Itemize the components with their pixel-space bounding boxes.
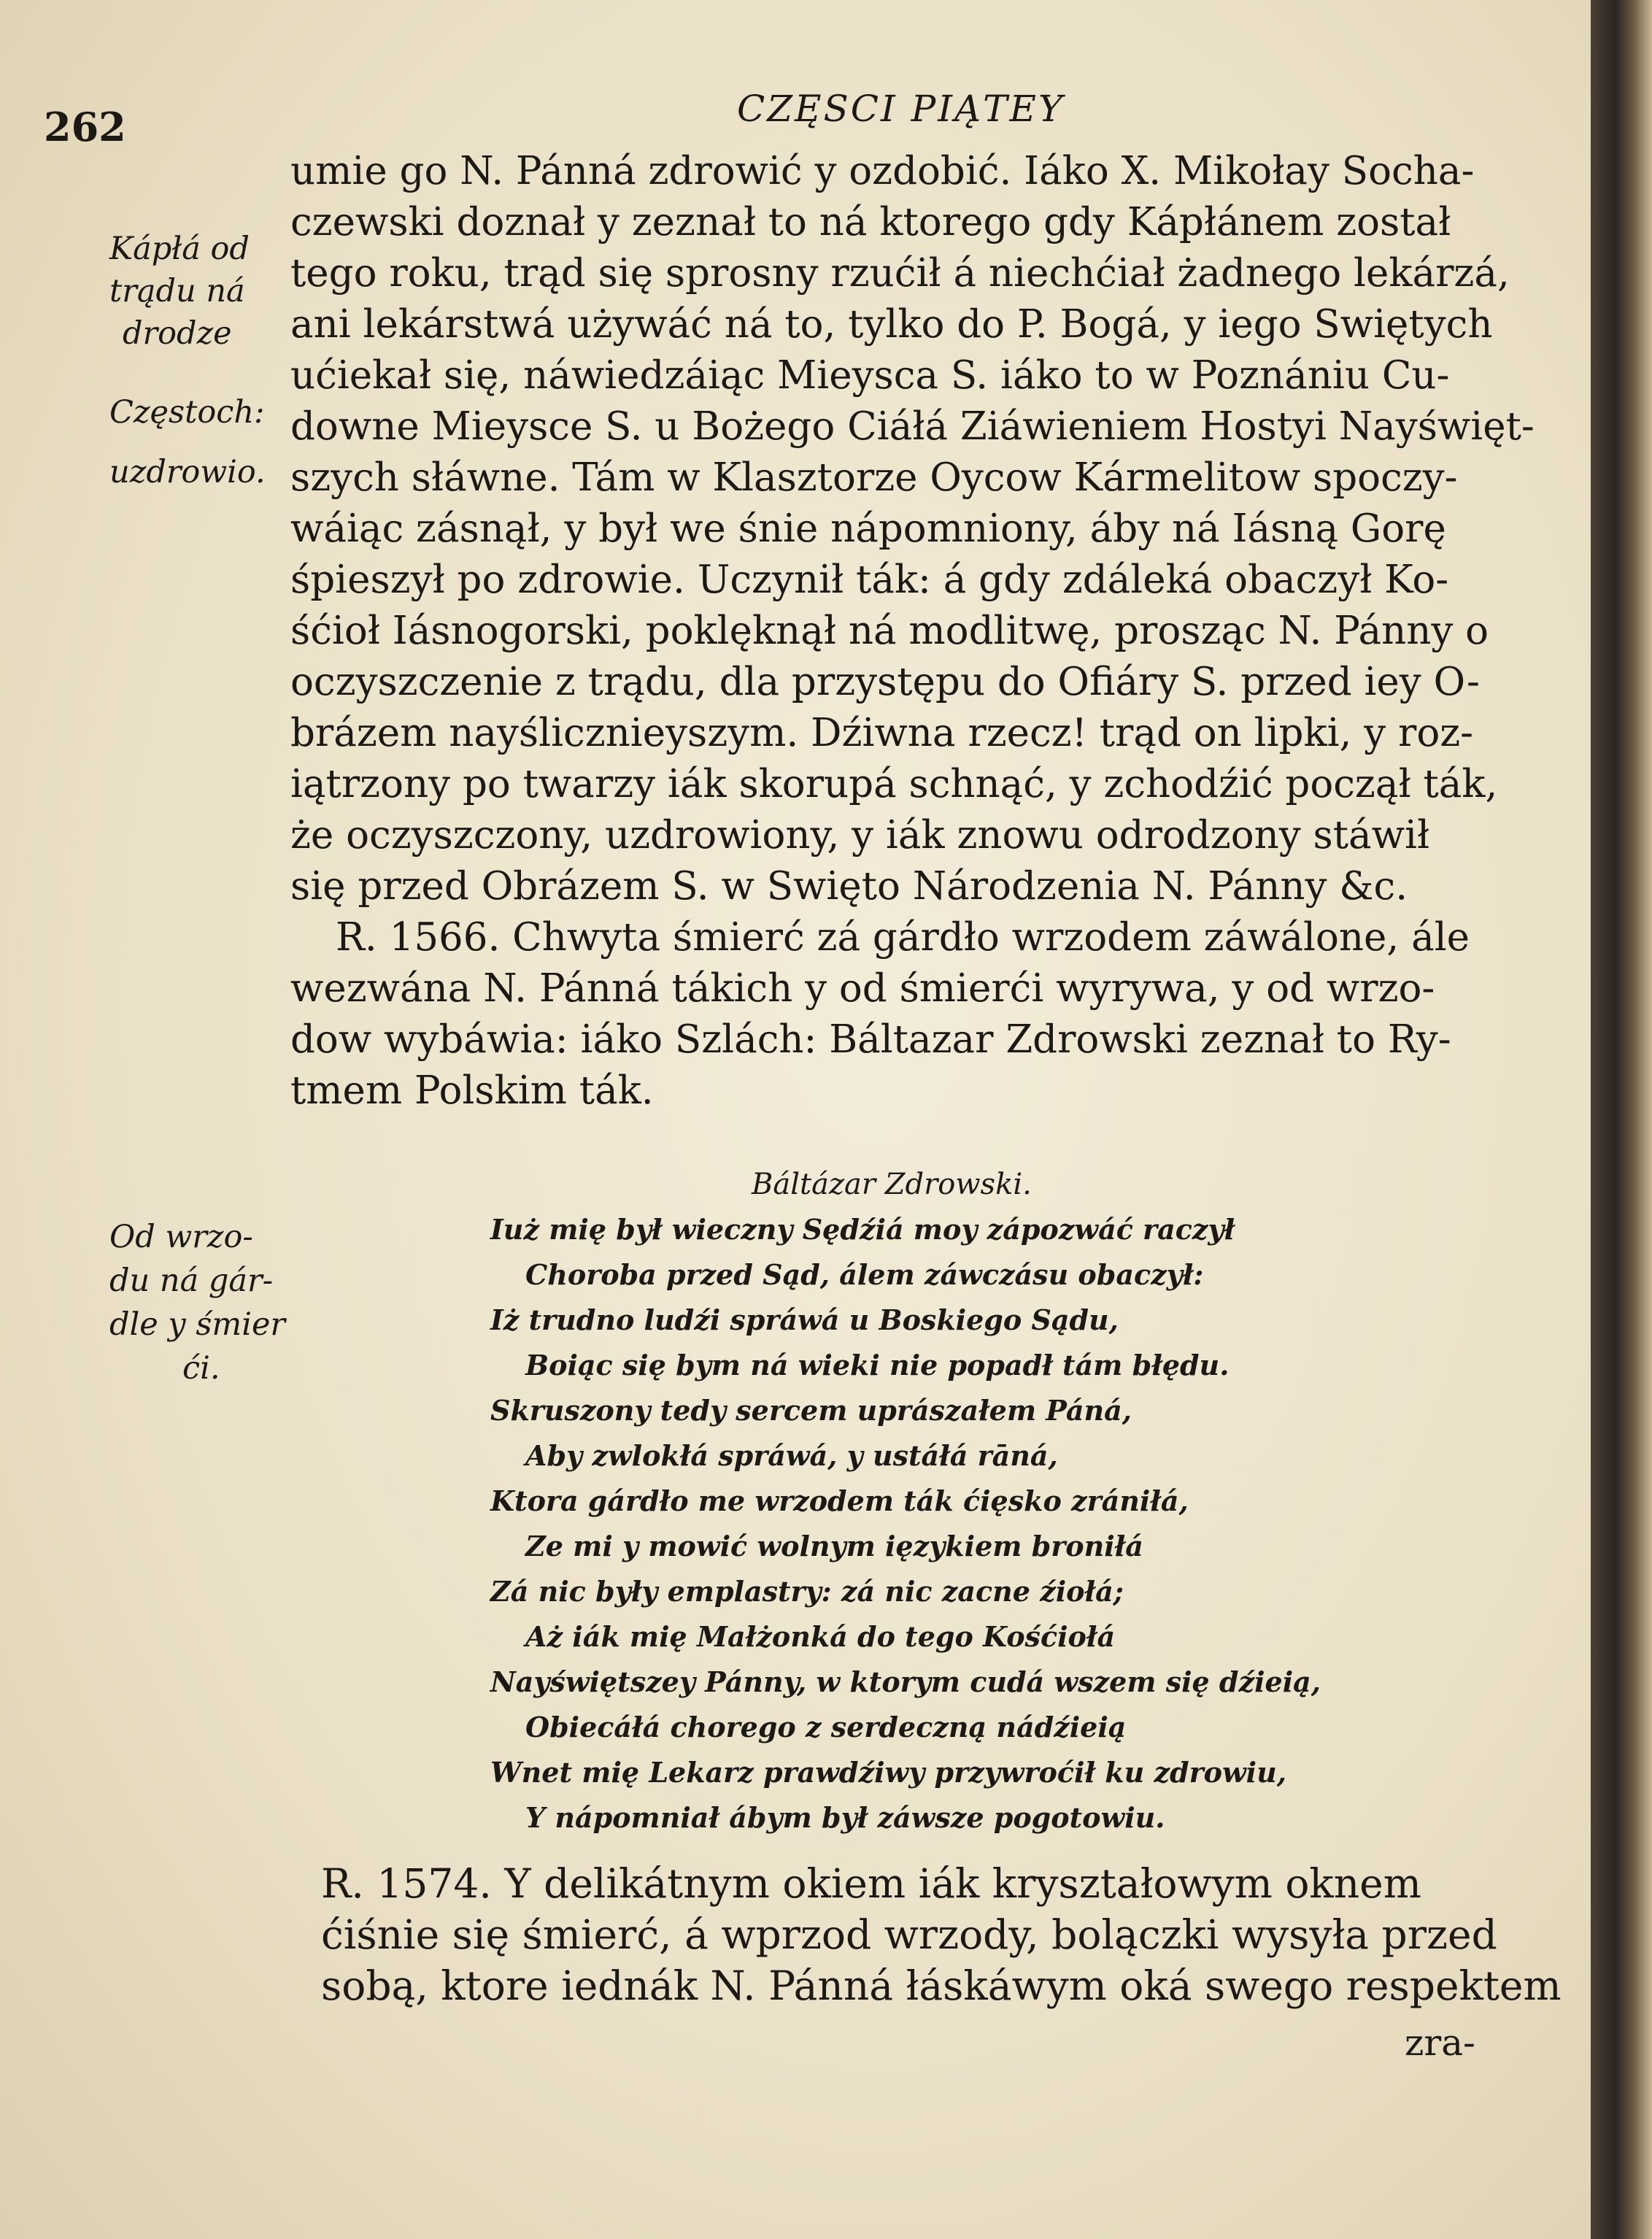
- margin-note-1-line: Kápłá od: [109, 231, 250, 267]
- margin-note-1-line: uzdrowio.: [109, 454, 266, 490]
- margin-note-1-line: drodze: [123, 315, 232, 352]
- text-line: wezwána N. Pánná tákich y od śmierći wyrywa, y od wrzo-: [290, 966, 1435, 1011]
- verse-line: Iuż mię był wieczny Sędźiá moy zápozwáć raczył: [490, 1213, 1235, 1246]
- verse-line: Iż trudno ludźi spráwá u Boskiego Sądu,: [490, 1303, 1119, 1336]
- verse-title: Báltázar Zdrowski.: [752, 1168, 1032, 1201]
- verse-line: Obiecáłá chorego z serdeczną nádźieią: [525, 1711, 1127, 1743]
- text-line: ćiśnie się śmierć, á wprzod wrzody, bolączki wysyła przed: [321, 1911, 1497, 1958]
- text-line: że oczyszczony, uzdrowiony, y iák znowu odrodzony stáwił: [290, 813, 1430, 858]
- text-line: się przed Obrázem S. w Swięto Národzenia N. Pánny &c.: [290, 864, 1408, 909]
- text-line: sobą, ktore iednák N. Pánná łáskáwym oká swego respektem: [321, 1962, 1562, 2009]
- verse-line: Ze mi y mowić wolnym ięzykiem broniłá: [525, 1530, 1143, 1562]
- verse-line: Boiąc się bym ná wieki nie popadł tám błędu.: [525, 1349, 1230, 1381]
- text-line: tmem Polskim ták.: [290, 1068, 654, 1113]
- book-gutter-edge: [1591, 0, 1652, 2239]
- text-line: R. 1566. Chwyta śmierć zá gárdło wrzodem záwálone, ále: [336, 915, 1470, 960]
- text-line: R. 1574. Y delikátnym okiem iák kryształowym oknem: [321, 1860, 1421, 1907]
- margin-note-2-line: Od wrzo-: [109, 1219, 253, 1255]
- text-line: ani lekárstwá używáć ná to, tylko do P. Bogá, y iego Swiętych: [290, 302, 1493, 347]
- verse-line: Nayświętszey Pánny, w ktorym cudá wszem się dźieią,: [490, 1665, 1321, 1698]
- margin-note-2-line: ći.: [182, 1350, 220, 1387]
- text-line: oczyszczenie z trądu, dla przystępu do Ofiáry S. przed iey O-: [290, 660, 1480, 704]
- text-line: dow wybáwia: iáko Szlách: Báltazar Zdrowski zeznał to Ry-: [290, 1017, 1451, 1062]
- text-line: śpieszył po zdrowie. Uczynił ták: á gdy zdáleká obaczył Ko-: [290, 558, 1449, 602]
- text-line: śćioł Iásnogorski, poklęknął ná modlitwę, prosząc N. Pánny o: [290, 609, 1489, 653]
- text-line: wáiąc zásnął, y był we śnie nápomniony, áby ná Iásną Gorę: [290, 506, 1446, 551]
- text-line: brázem nayślicznieyszym. Dźiwna rzecz! trąd on lipki, y roz-: [290, 711, 1474, 755]
- page-number: 262: [44, 104, 126, 150]
- verse-line: Ktora gárdło me wrzodem ták ćięsko zrániłá,: [490, 1484, 1189, 1517]
- verse-line: Skruszony tedy sercem uprászałem Páná,: [490, 1394, 1132, 1427]
- text-line: ućiekał się, náwiedzáiąc Mieysca S. iáko to w Poznániu Cu-: [290, 353, 1450, 398]
- text-line: szych słáwne. Tám w Klasztorze Oycow Kármelitow spoczy-: [290, 455, 1458, 500]
- text-line: tego roku, trąd się sprosny rzućił á niechćiał żadnego lekárzá,: [290, 251, 1510, 296]
- text-line: umie go N. Pánná zdrowić y ozdobić. Iáko X. Mikołay Socha-: [290, 149, 1475, 193]
- margin-note-2-line: dle y śmier: [109, 1306, 285, 1343]
- verse-line: Zá nic były emplastry: zá nic zacne źiołá;: [490, 1575, 1124, 1608]
- margin-note-2-line: du ná gár-: [109, 1263, 274, 1299]
- verse-line: Wnet mię Lekarz prawdźiwy przywroćił ku zdrowiu,: [490, 1756, 1286, 1789]
- catchword: zra-: [1405, 2022, 1475, 2064]
- running-head: CZĘSCI PIĄTEY: [737, 88, 1065, 130]
- margin-note-1-line: trądu ná: [109, 273, 245, 309]
- margin-note-1-line: Częstoch:: [109, 394, 265, 431]
- verse-line: Y nápomniał ábym był záwsze pogotowiu.: [525, 1801, 1165, 1834]
- verse-line: Aż iák mię Małżonká do tego Kośćiołá: [525, 1620, 1116, 1653]
- text-line: iątrzony po twarzy iák skorupá schnąć, y zchodźić począł ták,: [290, 762, 1498, 806]
- verse-line: Choroba przed Sąd, álem záwczásu obaczył:: [525, 1258, 1204, 1291]
- verse-line: Aby zwlokłá spráwá, y ustáłá rāná,: [525, 1439, 1058, 1472]
- text-line: czewski doznał y zeznał to ná ktorego gdy Kápłánem został: [290, 200, 1451, 244]
- text-line: downe Mieysce S. u Bożego Ciáłá Ziáwieniem Hostyi Nayświęt-: [290, 404, 1535, 449]
